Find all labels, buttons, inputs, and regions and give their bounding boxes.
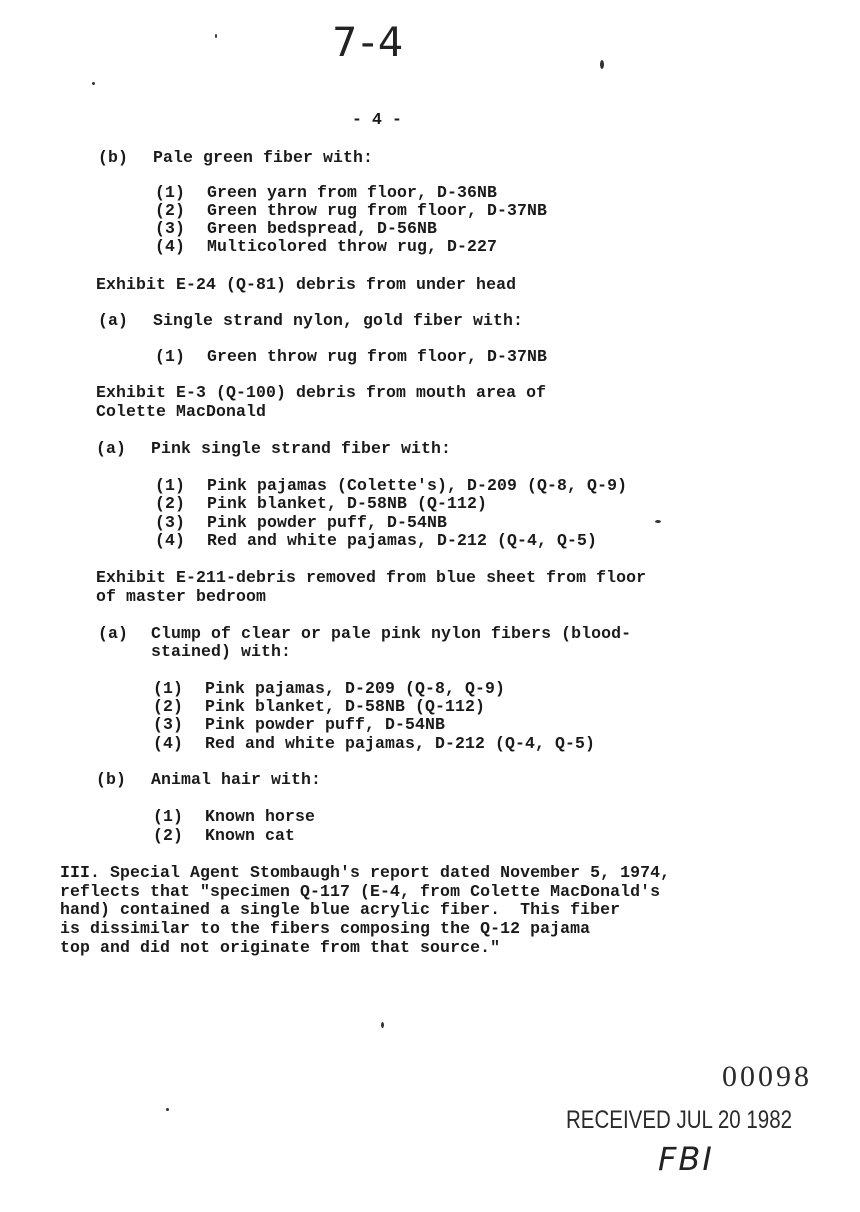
list-item: Known cat (205, 826, 296, 845)
list-label: (a) (98, 624, 129, 643)
paragraph-line: hand) contained a single blue acrylic fiber. This fiber (60, 900, 621, 919)
list-item: Pink powder puff, D-54NB (207, 513, 448, 532)
list-item: Multicolored throw rug, D-227 (207, 237, 498, 256)
list-item: Green bedspread, D-56NB (207, 219, 438, 238)
list-label: (b) (98, 148, 129, 167)
list-item: Green throw rug from floor, D-37NB (207, 201, 548, 220)
item-number: (2) (155, 494, 186, 513)
item-number: (1) (153, 679, 184, 698)
received-stamp: RECEIVED JUL 20 1982 (566, 1106, 792, 1134)
item-number: (3) (153, 715, 184, 734)
list-item: Green throw rug from floor, D-37NB (207, 347, 548, 366)
list-heading: Animal hair with: (151, 770, 322, 789)
list-label: (a) (98, 311, 129, 330)
list-heading: Clump of clear or pale pink nylon fibers (blood- (151, 624, 632, 643)
list-label: (b) (96, 770, 127, 789)
list-item: Pink blanket, D-58NB (Q-112) (207, 494, 488, 513)
list-item: Green yarn from floor, D-36NB (207, 183, 498, 202)
exhibit-heading: Exhibit E-24 (Q-81) debris from under head (96, 275, 517, 294)
scan-speck (655, 520, 661, 523)
item-number: (4) (155, 237, 186, 256)
item-number: (3) (155, 513, 186, 532)
paragraph-line: is dissimilar to the fibers composing the Q-12 pajama (60, 919, 591, 938)
item-number: (2) (155, 201, 186, 220)
item-number: (1) (153, 807, 184, 826)
list-item: Pink powder puff, D-54NB (205, 715, 446, 734)
item-number: (4) (153, 734, 184, 753)
serial-number: 00098 (722, 1060, 812, 1093)
paragraph-line: top and did not originate from that source." (60, 938, 501, 957)
list-heading: stained) with: (151, 642, 292, 661)
exhibit-heading: Exhibit E-3 (Q-100) debris from mouth area of (96, 383, 547, 402)
scan-speck (600, 60, 604, 69)
item-number: (2) (153, 826, 184, 845)
scan-speck (215, 34, 217, 38)
handwritten-page-number: 7-4 (332, 20, 407, 66)
list-heading: Pink single strand fiber with: (151, 439, 452, 458)
list-heading: Pale green fiber with: (153, 148, 374, 167)
scan-speck (381, 1022, 384, 1028)
scan-speck (166, 1108, 169, 1111)
list-item: Pink blanket, D-58NB (Q-112) (205, 697, 486, 716)
item-number: (1) (155, 347, 186, 366)
item-number: (2) (153, 697, 184, 716)
exhibit-heading: of master bedroom (96, 587, 267, 606)
list-item: Known horse (205, 807, 316, 826)
paragraph-line: reflects that "specimen Q-117 (E-4, from Colette MacDonald's (60, 882, 661, 901)
list-item: Red and white pajamas, D-212 (Q-4, Q-5) (207, 531, 598, 550)
item-number: (1) (155, 476, 186, 495)
item-number: (4) (155, 531, 186, 550)
item-number: (3) (155, 219, 186, 238)
exhibit-heading: Colette MacDonald (96, 402, 267, 421)
page-number: - 4 - (352, 110, 403, 129)
handwritten-initials: FBI (658, 1140, 714, 1178)
exhibit-heading: Exhibit E-211-debris removed from blue sheet from floor (96, 568, 647, 587)
list-item: Pink pajamas (Colette's), D-209 (Q-8, Q-9) (207, 476, 628, 495)
scan-speck (92, 82, 95, 85)
paragraph-line: III. Special Agent Stombaugh's report dated November 5, 1974, (60, 863, 671, 882)
list-item: Red and white pajamas, D-212 (Q-4, Q-5) (205, 734, 596, 753)
list-item: Pink pajamas, D-209 (Q-8, Q-9) (205, 679, 506, 698)
item-number: (1) (155, 183, 186, 202)
list-label: (a) (96, 439, 127, 458)
list-heading: Single strand nylon, gold fiber with: (153, 311, 524, 330)
